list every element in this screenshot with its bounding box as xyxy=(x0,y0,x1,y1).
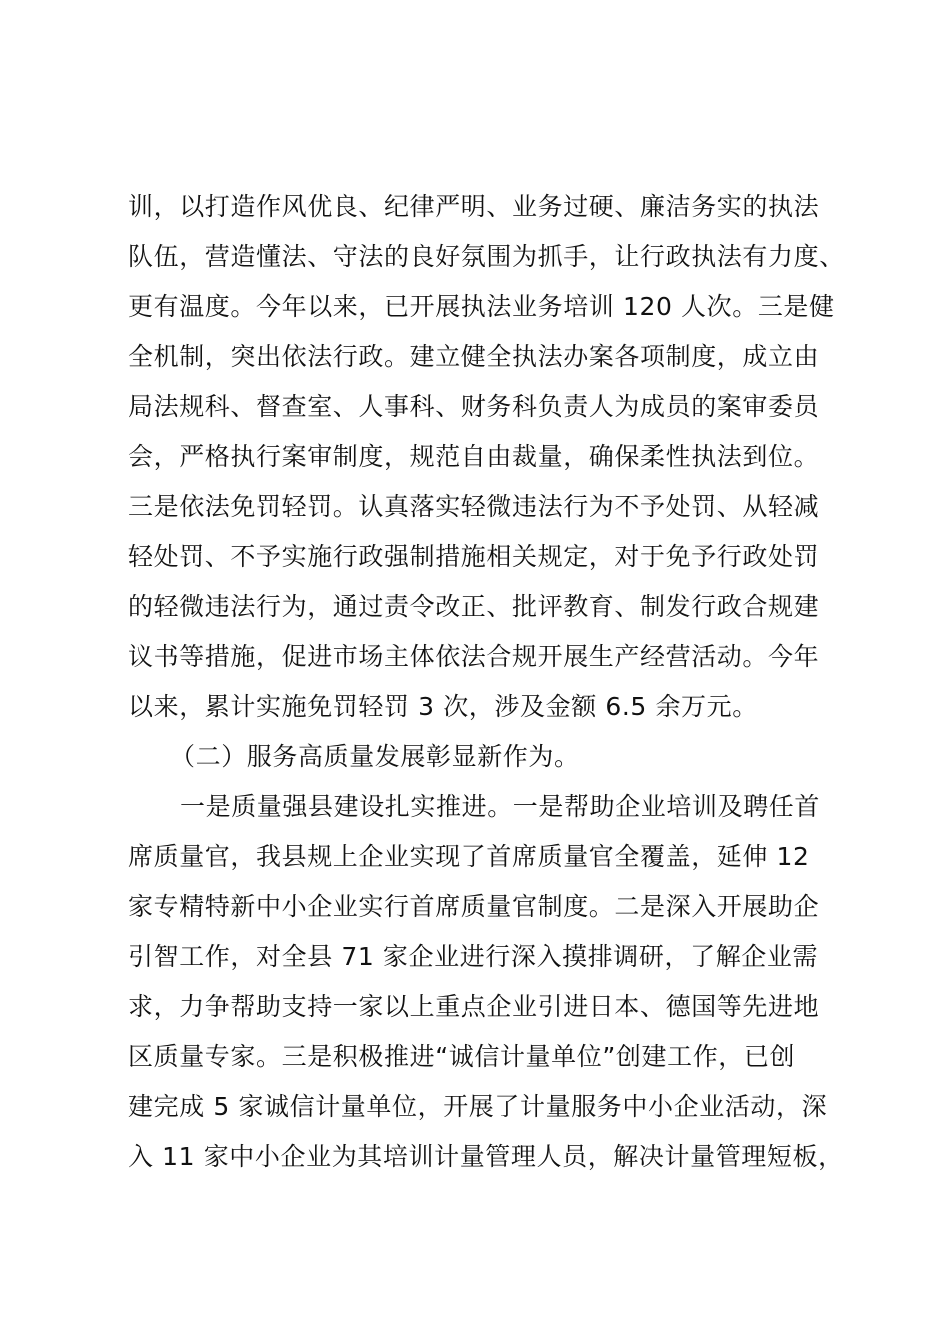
text-line: 席质量官，我县规上企业实现了首席质量官全覆盖，延伸 12 xyxy=(128,842,810,871)
text-line: 入 11 家中小企业为其培训计量管理人员，解决计量管理短板， xyxy=(128,1142,844,1171)
text-line: 求，力争帮助支持一家以上重点企业引进日本、德国等先进地 xyxy=(128,992,820,1021)
text-line: 的轻微违法行为，通过责令改正、批评教育、制发行政合规建 xyxy=(128,592,820,621)
text-line: 家专精特新中小企业实行首席质量官制度。二是深入开展助企 xyxy=(128,892,820,921)
text-line: 全机制，突出依法行政。建立健全执法办案各项制度，成立由 xyxy=(128,342,820,371)
text-line: 一是质量强县建设扎实推进。一是帮助企业培训及聘任首 xyxy=(180,792,821,821)
text-line: 更有温度。今年以来，已开展执法业务培训 120 人次。三是健 xyxy=(128,292,835,321)
text-line: 队伍，营造懂法、守法的良好氛围为抓手，让行政执法有力度、 xyxy=(128,242,845,271)
text-line: 轻处罚、不予实施行政强制措施相关规定，对于免予行政处罚 xyxy=(128,542,820,571)
text-line: 训，以打造作风优良、纪律严明、业务过硬、廉洁务实的执法 xyxy=(128,192,820,221)
section-heading: （二）服务高质量发展彰显新作为。 xyxy=(170,742,580,771)
text-line: 议书等措施，促进市场主体依法合规开展生产经营活动。今年 xyxy=(128,642,820,671)
text-line: 局法规科、督查室、人事科、财务科负责人为成员的案审委员 xyxy=(128,392,820,421)
text-line: 以来，累计实施免罚轻罚 3 次，涉及金额 6.5 余万元。 xyxy=(128,692,758,721)
text-line: 会，严格执行案审制度，规范自由裁量，确保柔性执法到位。 xyxy=(128,442,820,471)
text-line: 引智工作，对全县 71 家企业进行深入摸排调研，了解企业需 xyxy=(128,942,819,971)
text-line: 三是依法免罚轻罚。认真落实轻微违法行为不予处罚、从轻减 xyxy=(128,492,820,521)
text-line: 区质量专家。三是积极推进“诚信计量单位”创建工作，已创 xyxy=(128,1042,796,1071)
text-line: 建完成 5 家诚信计量单位，开展了计量服务中小企业活动，深 xyxy=(128,1092,828,1121)
